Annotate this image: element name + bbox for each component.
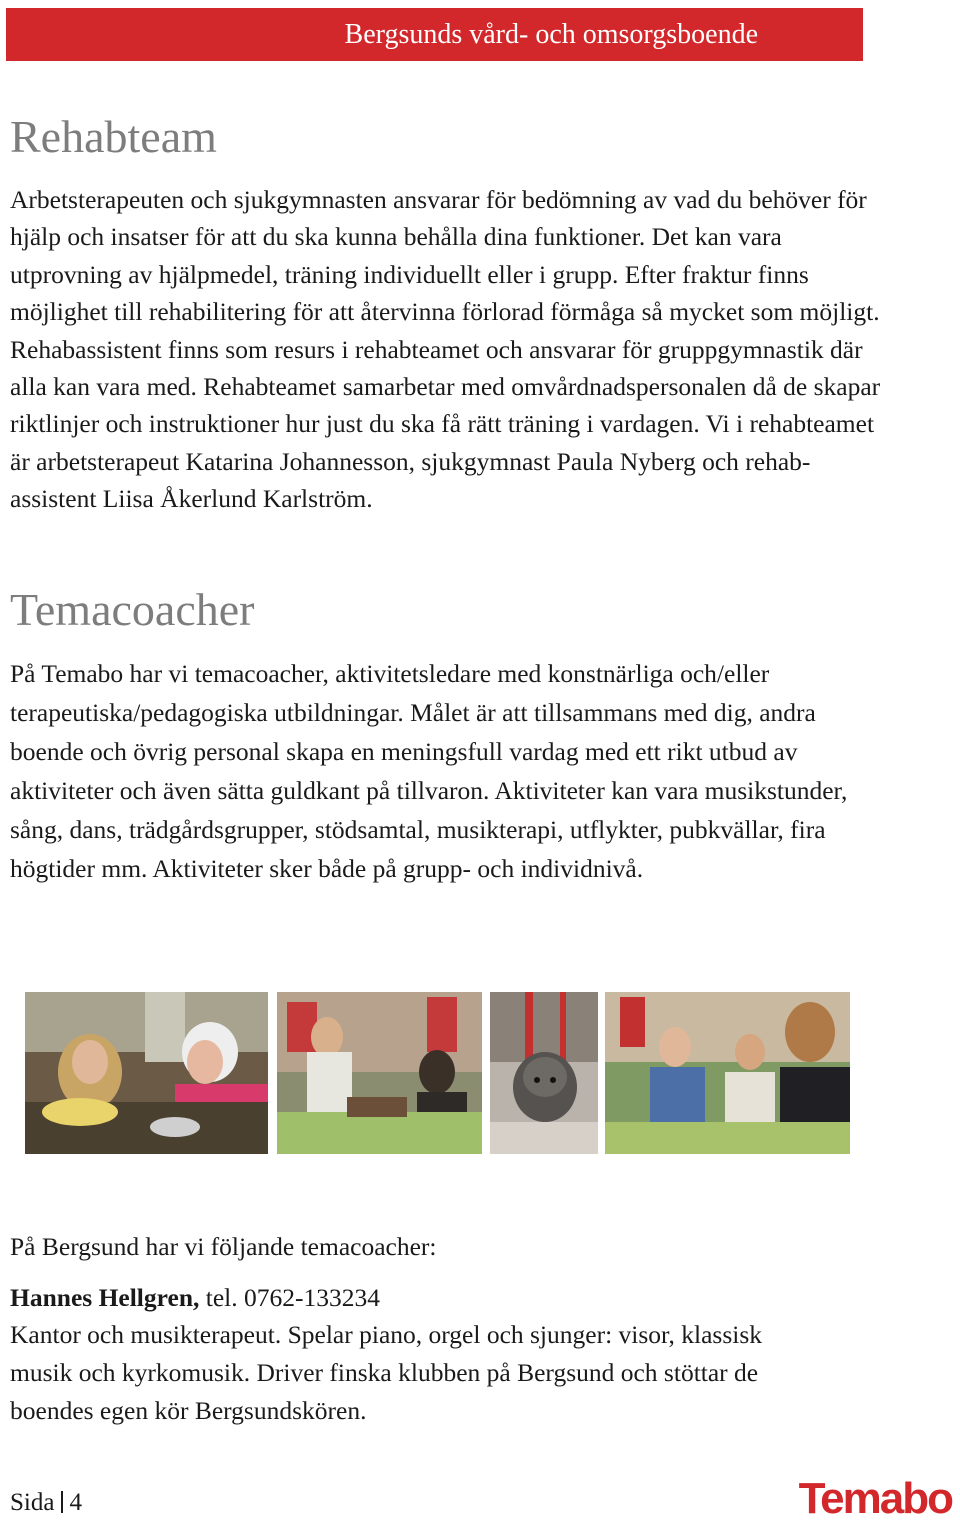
coach-contact	[10, 1279, 380, 1317]
photo-dog	[490, 992, 598, 1154]
photo-garden-music	[277, 992, 482, 1154]
page-number	[10, 1488, 82, 1518]
coaches-intro: På Bergsund har vi följande temacoacher:	[10, 1232, 437, 1261]
coach-name: Hannes Hellgren,	[10, 1283, 200, 1312]
header-title: Bergsunds vård- och omsorgsboende	[344, 19, 758, 50]
temacoacher-paragraph: På Temabo har vi temacoacher, aktivitetsledare med konstnärliga och/eller terapeutiska/pedagogiska utbildningar. Målet är att tillsammans med dig, andra boende och övrig personal skapa en meningsfull vardag med ett rikt utbud av aktiviteter och även sätta guldkant på tillvaron. Aktiviteter kan vara musikstunder, sång, dans, trädgårdsgrupper, stödsamtal, musikterapi, utflykter, pubkvällar, fira högtider mm. Aktiviteter sker både på grupp- och individnivå.	[10, 659, 848, 883]
page-separator	[61, 1491, 63, 1513]
photo-residents-dining	[25, 992, 268, 1154]
coach-description-line-1: Kantor och musikterapeut. Spelar piano, orgel och sjunger: visor, klassisk	[10, 1320, 763, 1349]
page-number-value: 4	[69, 1489, 82, 1516]
coach-description-line-3: boendes egen kör Bergsundskören.	[10, 1396, 367, 1425]
page-label: Sida	[10, 1489, 55, 1516]
section-heading-temacoacher: Temacoacher	[10, 584, 255, 635]
section-heading-rehabteam: Rehabteam	[10, 111, 217, 162]
temabo-logo: Temabo	[798, 1474, 952, 1523]
coach-tel: tel. 0762-133234	[199, 1283, 380, 1312]
rehabteam-paragraph: Arbetsterapeuten och sjukgymnasten ansvarar för bedömning av vad du behöver för hjälp och insatser för att du ska kunna behålla dina funktioner. Det kan vara utprovning av hjälpmedel, träning individuellt eller i grupp. Efter fraktur finns möjlighet till rehabilitering för att återvinna förlorad förmåga så mycket som möjligt. Rehabassistent finns som resurs i rehabteamet och ansvarar för gruppgymnastik där alla kan vara med. Rehabteamet samarbetar med omvårdnadspersonalen då de skapar riktlinjer och instruktioner hur just du ska få rätt träning i vardagen. Vi i rehabteamet är arbetsterapeut Katarina Johannesson, sjukgymnast Paula Nyberg och rehab-assistent Liisa Åkerlund Karlström.	[10, 185, 881, 514]
photo-residents-outdoors	[605, 992, 850, 1154]
coach-description-line-2: musik och kyrkomusik. Driver finska klubben på Bergsund och stöttar de	[10, 1358, 759, 1387]
